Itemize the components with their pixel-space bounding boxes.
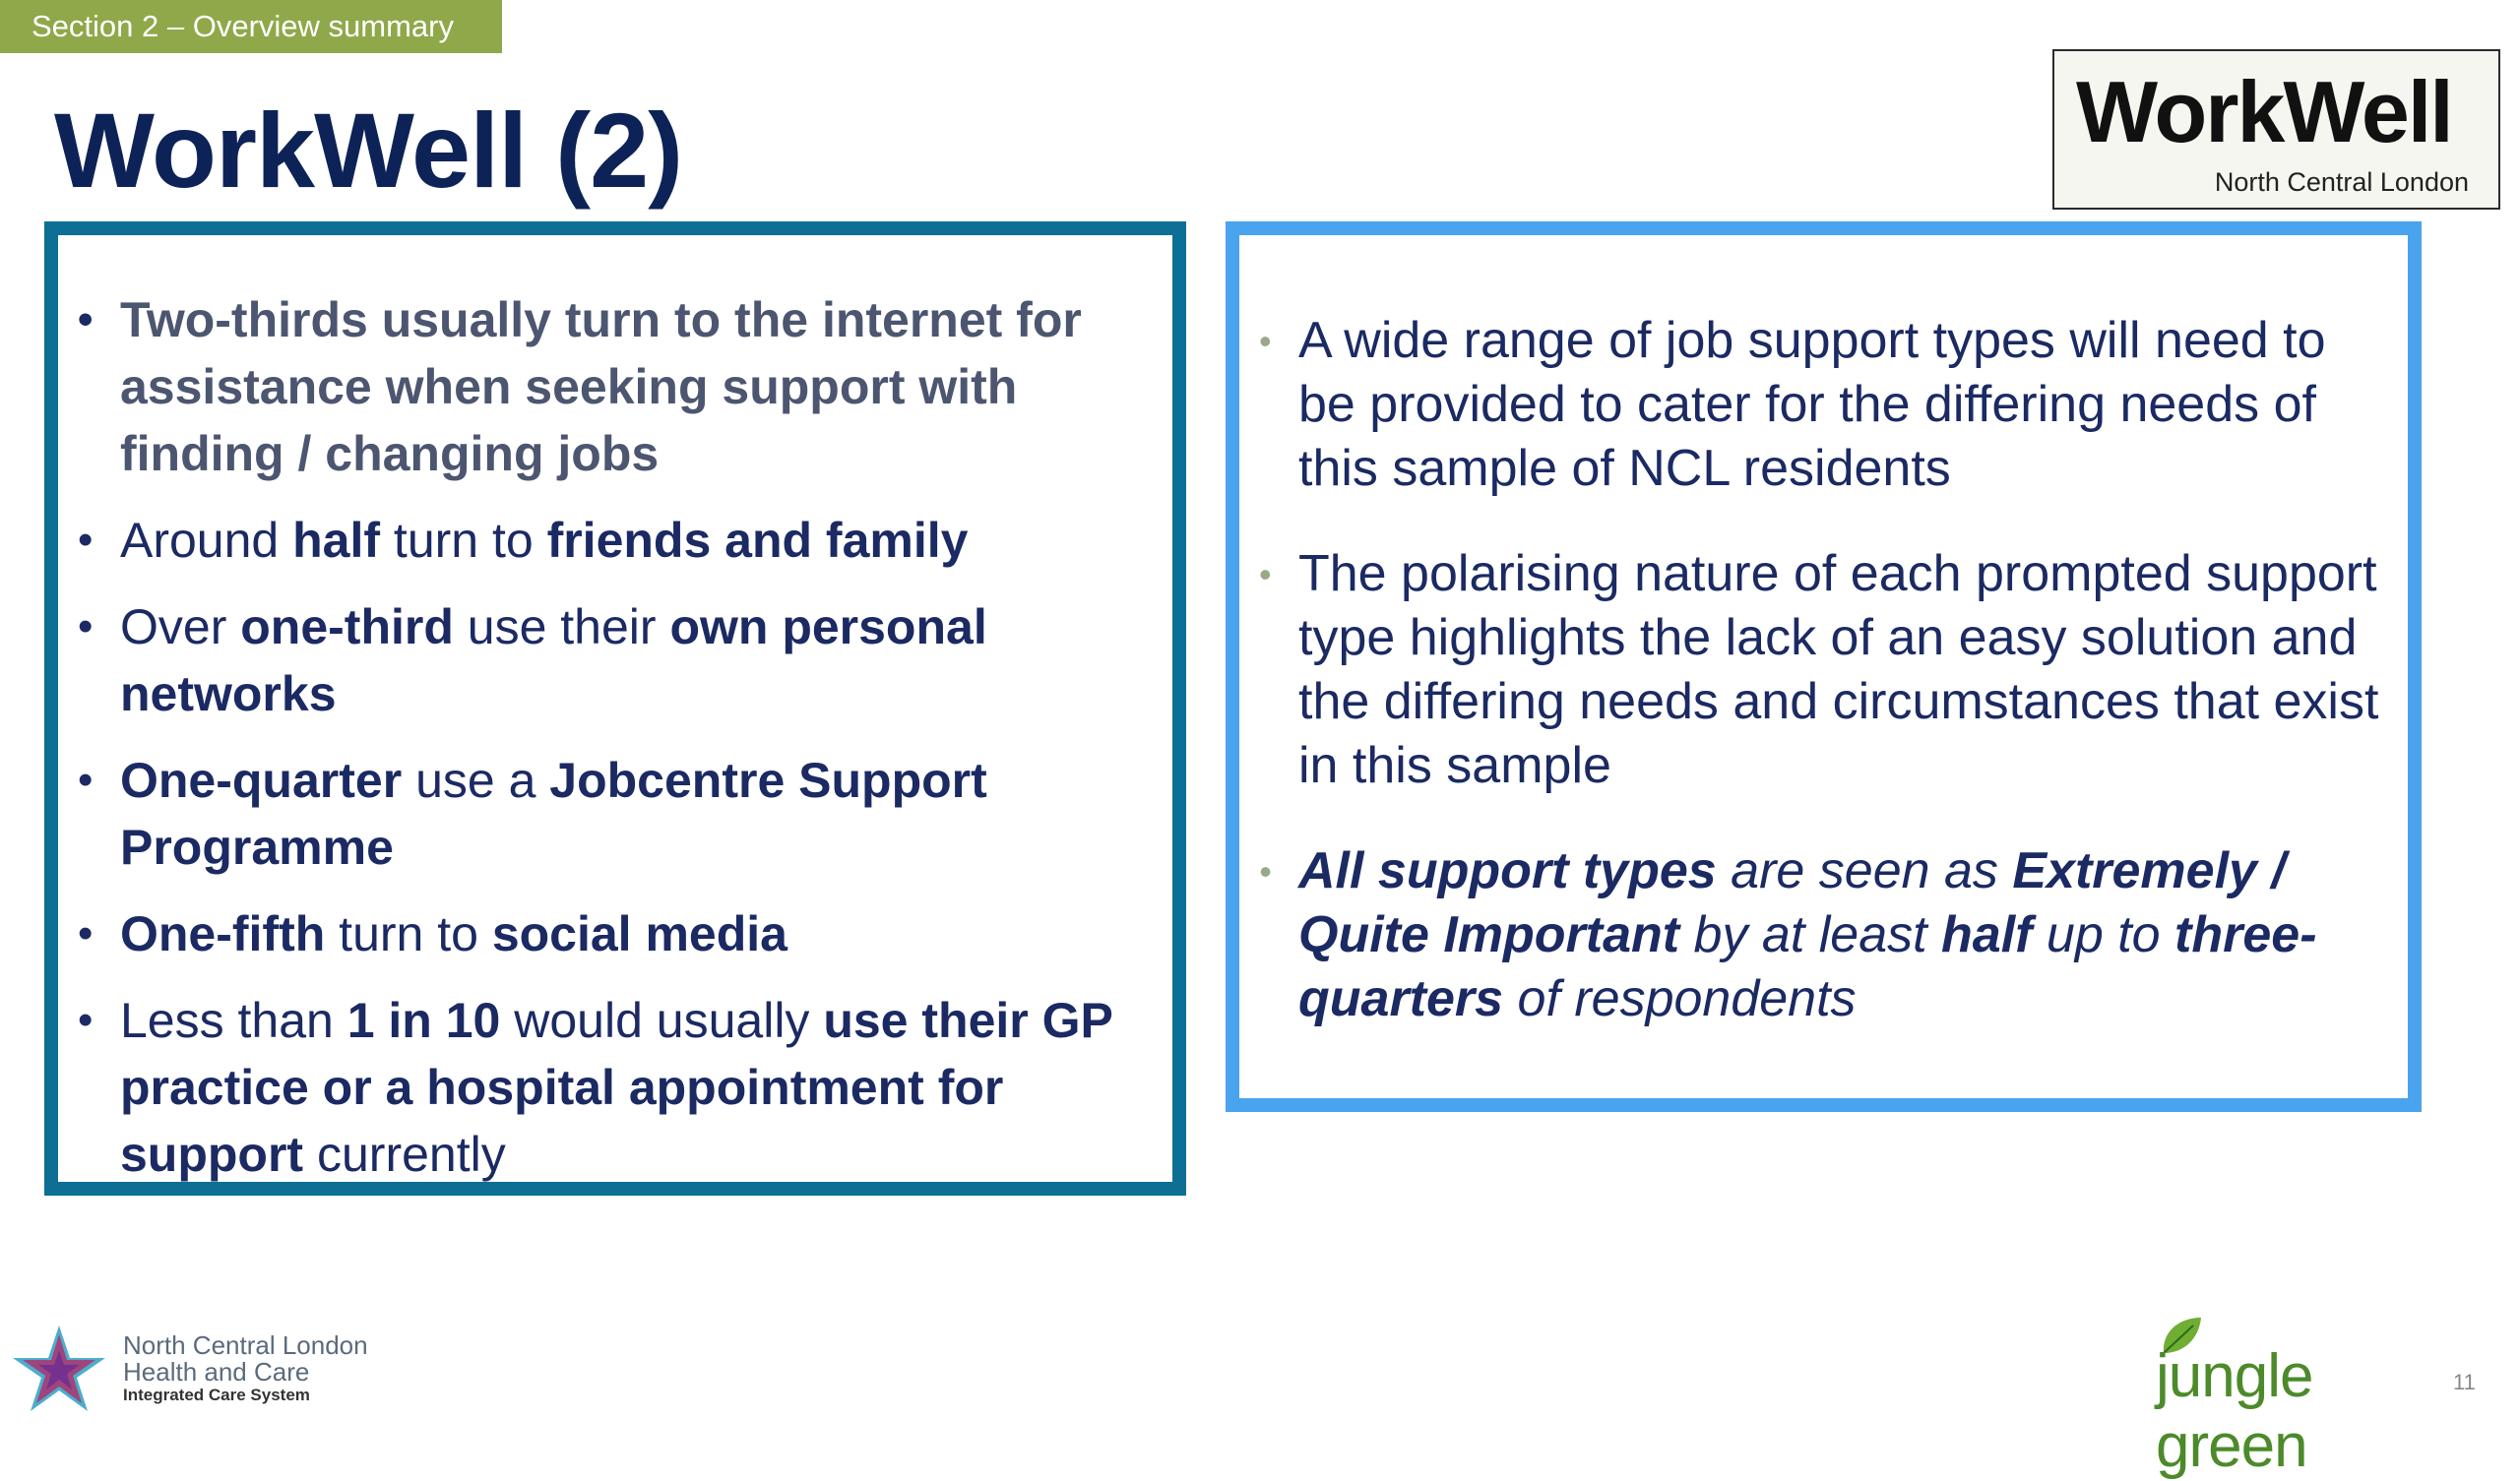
bullet-text: would usually — [500, 993, 824, 1048]
bullet-text: The polarising nature of each prompted support type highlights the lack of an easy solution and the differing needs and circumstances that exist in this sample — [1298, 545, 2379, 794]
bullet-emphasis: social media — [491, 906, 788, 961]
jungle-green-logo — [2156, 1314, 2451, 1480]
right-panel — [1226, 221, 2422, 1112]
nclh-line2: Health and Care — [123, 1357, 310, 1388]
bullet-text: A wide range of job support types will need to be provided to cater for the differing needs of this sample of NCL residents — [1298, 312, 2326, 497]
bullet-text: are seen as — [1716, 842, 2013, 899]
left-bullet-2 — [78, 507, 1161, 574]
nclh-ics-logo — [5, 1321, 418, 1417]
workwell-logo-main: WorkWell — [2076, 63, 2452, 160]
bullet-emphasis: half — [1941, 906, 2033, 963]
bullet-emphasis: use their GP practice or a hospital appointment for support — [120, 993, 1112, 1182]
bullet-text: turn to — [380, 513, 547, 568]
bullet-text: Less than — [120, 993, 347, 1048]
nclh-line1: North Central London — [123, 1330, 368, 1360]
bullet-emphasis: One-fifth — [120, 906, 326, 961]
bullet-emphasis: half — [292, 513, 381, 568]
star-icon — [5, 1321, 113, 1417]
page-number: 11 — [2453, 1370, 2476, 1394]
right-bullet-list — [1259, 309, 2381, 1073]
right-bullet-3 — [1259, 839, 2381, 1031]
bullet-text: of respondents — [1503, 970, 1857, 1027]
bullet-text: use their — [453, 599, 670, 654]
bullet-text: currently — [303, 1127, 506, 1182]
left-bullet-6 — [78, 987, 1161, 1188]
section-tag: Section 2 – Overview summary — [0, 0, 502, 53]
bullet-emphasis: Jobcentre Support Programme — [120, 753, 987, 875]
bullet-emphasis: friends and family — [546, 513, 969, 568]
left-bullet-3 — [78, 593, 1161, 727]
right-bullet-2 — [1259, 542, 2381, 798]
bullet-emphasis: one-third — [240, 599, 454, 654]
bullet-emphasis: All support types — [1298, 842, 1717, 899]
bullet-text: up to — [2032, 906, 2175, 963]
right-bullet-1 — [1259, 309, 2381, 501]
left-bullet-4 — [78, 747, 1161, 881]
bullet-emphasis: own personal networks — [120, 599, 987, 721]
bullet-text: by at least — [1679, 906, 1942, 963]
bullet-emphasis: three-quarters — [1298, 906, 2317, 1027]
bullet-emphasis: Extremely / Quite Important — [1298, 842, 2286, 963]
nclh-line3: Integrated Care System — [123, 1385, 310, 1404]
bullet-text: Over — [120, 599, 241, 654]
workwell-logo-sub: North Central London — [2214, 167, 2469, 197]
left-bullet-list — [78, 286, 1161, 1207]
workwell-logo — [2052, 49, 2500, 210]
left-bullet-5 — [78, 900, 1161, 967]
left-panel — [44, 221, 1186, 1196]
bullet-text: Two-thirds usually turn to the internet for assistance when seeking support with finding / changing jobs — [120, 292, 1082, 481]
bullet-text: turn to — [325, 906, 492, 961]
page-title: WorkWell (2) — [54, 91, 683, 210]
bullet-text: Around — [120, 513, 293, 568]
bullet-text: use a — [402, 753, 550, 808]
bullet-emphasis: One-quarter — [120, 753, 403, 808]
left-bullet-1 — [78, 286, 1161, 487]
nclh-text — [123, 1332, 368, 1403]
jungle-green-text: jungle green — [2156, 1342, 2313, 1480]
bullet-emphasis: 1 in 10 — [346, 993, 501, 1048]
